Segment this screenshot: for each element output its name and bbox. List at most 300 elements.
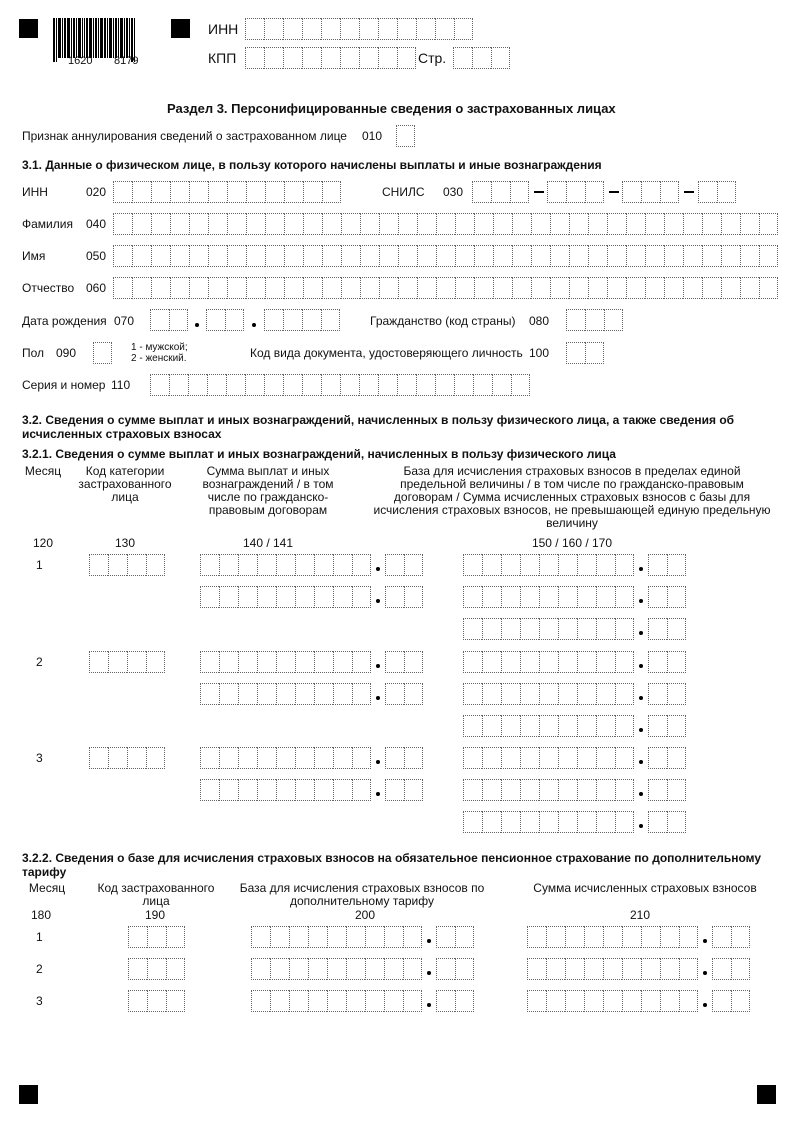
input-cell[interactable] (463, 586, 482, 608)
input-cell[interactable] (648, 683, 667, 705)
input-cell[interactable] (648, 618, 667, 640)
input-cell[interactable] (166, 990, 185, 1012)
input-cell[interactable] (219, 747, 238, 769)
input-cell[interactable] (189, 277, 208, 299)
input-cell[interactable] (352, 683, 371, 705)
input-cell[interactable] (257, 586, 276, 608)
birthdate-month-input[interactable] (206, 309, 244, 331)
input-cell[interactable] (679, 958, 698, 980)
input-cell[interactable] (147, 990, 166, 1012)
input-cell[interactable] (295, 554, 314, 576)
input-cell[interactable] (454, 374, 473, 396)
header-page-input[interactable] (453, 47, 510, 69)
input-cell[interactable] (238, 586, 257, 608)
s321-base-gpd-integer[interactable] (463, 586, 634, 608)
input-cell[interactable] (359, 18, 378, 40)
input-cell[interactable] (585, 181, 604, 203)
annul-input[interactable] (396, 125, 415, 147)
s321-base-gpd-fraction[interactable] (648, 779, 686, 801)
input-cell[interactable] (577, 811, 596, 833)
s321-sum-gpd-integer[interactable] (200, 586, 371, 608)
input-cell[interactable] (359, 47, 378, 69)
s322-sum-fraction[interactable] (712, 958, 750, 980)
input-cell[interactable] (257, 554, 276, 576)
input-cell[interactable] (147, 926, 166, 948)
input-cell[interactable] (264, 309, 283, 331)
input-cell[interactable] (463, 683, 482, 705)
input-cell[interactable] (226, 374, 245, 396)
input-cell[interactable] (270, 926, 289, 948)
input-cell[interactable] (436, 990, 455, 1012)
input-cell[interactable] (302, 309, 321, 331)
input-cell[interactable] (384, 990, 403, 1012)
input-cell[interactable] (566, 342, 585, 364)
s322-sum-integer[interactable] (527, 990, 698, 1012)
input-cell[interactable] (238, 683, 257, 705)
input-cell[interactable] (151, 245, 170, 267)
input-cell[interactable] (539, 779, 558, 801)
input-cell[interactable] (245, 18, 264, 40)
input-cell[interactable] (482, 747, 501, 769)
input-cell[interactable] (289, 958, 308, 980)
input-cell[interactable] (352, 586, 371, 608)
input-cell[interactable] (403, 926, 422, 948)
input-cell[interactable] (365, 958, 384, 980)
input-cell[interactable] (721, 277, 740, 299)
input-cell[interactable] (270, 990, 289, 1012)
input-cell[interactable] (170, 213, 189, 235)
s321-sum-total-integer[interactable] (200, 747, 371, 769)
input-cell[interactable] (731, 958, 750, 980)
input-cell[interactable] (648, 811, 667, 833)
input-cell[interactable] (667, 618, 686, 640)
input-cell[interactable] (385, 651, 404, 673)
input-cell[interactable] (397, 47, 416, 69)
input-cell[interactable] (146, 747, 165, 769)
s321-contrib-fraction[interactable] (648, 618, 686, 640)
input-cell[interactable] (584, 958, 603, 980)
input-cell[interactable] (340, 374, 359, 396)
input-cell[interactable] (188, 374, 207, 396)
s322-base-integer[interactable] (251, 958, 422, 980)
input-cell[interactable] (404, 683, 423, 705)
input-cell[interactable] (474, 245, 493, 267)
input-cell[interactable] (683, 277, 702, 299)
input-cell[interactable] (341, 245, 360, 267)
input-cell[interactable] (398, 277, 417, 299)
input-cell[interactable] (346, 990, 365, 1012)
input-cell[interactable] (463, 618, 482, 640)
input-cell[interactable] (667, 779, 686, 801)
input-cell[interactable] (539, 651, 558, 673)
input-cell[interactable] (588, 277, 607, 299)
input-cell[interactable] (577, 618, 596, 640)
input-cell[interactable] (404, 747, 423, 769)
input-cell[interactable] (333, 554, 352, 576)
input-cell[interactable] (558, 811, 577, 833)
input-cell[interactable] (352, 554, 371, 576)
input-cell[interactable] (227, 213, 246, 235)
input-cell[interactable] (740, 245, 759, 267)
s322-base-fraction[interactable] (436, 926, 474, 948)
snils-input-part3[interactable] (622, 181, 679, 203)
input-cell[interactable] (219, 554, 238, 576)
input-cell[interactable] (385, 586, 404, 608)
input-cell[interactable] (113, 213, 132, 235)
input-cell[interactable] (482, 586, 501, 608)
input-cell[interactable] (645, 277, 664, 299)
input-cell[interactable] (569, 213, 588, 235)
input-cell[interactable] (546, 926, 565, 948)
input-cell[interactable] (660, 926, 679, 948)
input-cell[interactable] (265, 277, 284, 299)
input-cell[interactable] (146, 554, 165, 576)
s321-base-limit-fraction[interactable] (648, 747, 686, 769)
input-cell[interactable] (501, 811, 520, 833)
input-cell[interactable] (622, 958, 641, 980)
input-cell[interactable] (246, 213, 265, 235)
input-cell[interactable] (384, 926, 403, 948)
input-cell[interactable] (378, 47, 397, 69)
input-cell[interactable] (539, 715, 558, 737)
input-cell[interactable] (257, 651, 276, 673)
input-cell[interactable] (596, 747, 615, 769)
input-cell[interactable] (667, 651, 686, 673)
input-cell[interactable] (667, 554, 686, 576)
input-cell[interactable] (397, 18, 416, 40)
input-cell[interactable] (283, 374, 302, 396)
input-cell[interactable] (238, 779, 257, 801)
input-cell[interactable] (584, 926, 603, 948)
input-cell[interactable] (436, 277, 455, 299)
input-cell[interactable] (626, 213, 645, 235)
input-cell[interactable] (346, 958, 365, 980)
input-cell[interactable] (482, 651, 501, 673)
input-cell[interactable] (531, 245, 550, 267)
snils-input-part1[interactable] (472, 181, 529, 203)
input-cell[interactable] (607, 213, 626, 235)
input-cell[interactable] (270, 958, 289, 980)
input-cell[interactable] (384, 958, 403, 980)
input-cell[interactable] (169, 309, 188, 331)
input-cell[interactable] (378, 18, 397, 40)
input-cell[interactable] (501, 779, 520, 801)
input-cell[interactable] (588, 245, 607, 267)
input-cell[interactable] (327, 958, 346, 980)
input-cell[interactable] (482, 683, 501, 705)
input-cell[interactable] (585, 342, 604, 364)
input-cell[interactable] (379, 277, 398, 299)
input-cell[interactable] (520, 554, 539, 576)
input-cell[interactable] (245, 47, 264, 69)
input-cell[interactable] (702, 245, 721, 267)
input-cell[interactable] (219, 779, 238, 801)
input-cell[interactable] (127, 554, 146, 576)
s321-contrib-integer[interactable] (463, 715, 634, 737)
input-cell[interactable] (455, 958, 474, 980)
s321-category-input[interactable] (89, 651, 165, 673)
input-cell[interactable] (615, 715, 634, 737)
input-cell[interactable] (622, 926, 641, 948)
input-cell[interactable] (289, 926, 308, 948)
input-cell[interactable] (352, 651, 371, 673)
input-cell[interactable] (539, 554, 558, 576)
input-cell[interactable] (482, 715, 501, 737)
input-cell[interactable] (132, 213, 151, 235)
s321-base-limit-integer[interactable] (463, 554, 634, 576)
input-cell[interactable] (169, 374, 188, 396)
input-cell[interactable] (463, 811, 482, 833)
input-cell[interactable] (303, 245, 322, 267)
s322-base-fraction[interactable] (436, 990, 474, 1012)
input-cell[interactable] (539, 811, 558, 833)
input-cell[interactable] (558, 618, 577, 640)
input-cell[interactable] (308, 958, 327, 980)
input-cell[interactable] (717, 181, 736, 203)
input-cell[interactable] (284, 181, 303, 203)
input-cell[interactable] (664, 245, 683, 267)
input-cell[interactable] (648, 554, 667, 576)
input-cell[interactable] (295, 683, 314, 705)
input-cell[interactable] (558, 715, 577, 737)
input-cell[interactable] (340, 47, 359, 69)
input-cell[interactable] (566, 309, 585, 331)
input-cell[interactable] (463, 779, 482, 801)
s322-sum-integer[interactable] (527, 926, 698, 948)
input-cell[interactable] (284, 277, 303, 299)
input-cell[interactable] (303, 181, 322, 203)
s321-sum-gpd-integer[interactable] (200, 779, 371, 801)
input-cell[interactable] (283, 309, 302, 331)
input-cell[interactable] (416, 18, 435, 40)
input-cell[interactable] (150, 374, 169, 396)
s321-sum-total-fraction[interactable] (385, 747, 423, 769)
input-cell[interactable] (473, 374, 492, 396)
input-cell[interactable] (207, 374, 226, 396)
input-cell[interactable] (679, 990, 698, 1012)
input-cell[interactable] (398, 245, 417, 267)
input-cell[interactable] (378, 374, 397, 396)
input-cell[interactable] (151, 277, 170, 299)
s321-base-limit-integer[interactable] (463, 651, 634, 673)
input-cell[interactable] (585, 309, 604, 331)
input-cell[interactable] (276, 747, 295, 769)
input-cell[interactable] (577, 554, 596, 576)
input-cell[interactable] (208, 277, 227, 299)
input-cell[interactable] (607, 277, 626, 299)
input-cell[interactable] (596, 715, 615, 737)
input-cell[interactable] (596, 811, 615, 833)
input-cell[interactable] (493, 245, 512, 267)
input-cell[interactable] (200, 586, 219, 608)
input-cell[interactable] (512, 277, 531, 299)
s322-base-fraction[interactable] (436, 958, 474, 980)
input-cell[interactable] (208, 213, 227, 235)
input-cell[interactable] (436, 926, 455, 948)
input-cell[interactable] (520, 683, 539, 705)
input-cell[interactable] (404, 554, 423, 576)
input-cell[interactable] (314, 747, 333, 769)
input-cell[interactable] (615, 747, 634, 769)
input-cell[interactable] (346, 926, 365, 948)
input-cell[interactable] (520, 779, 539, 801)
input-cell[interactable] (539, 747, 558, 769)
citizenship-input[interactable] (566, 309, 623, 331)
input-cell[interactable] (501, 747, 520, 769)
input-cell[interactable] (225, 309, 244, 331)
s321-base-limit-fraction[interactable] (648, 651, 686, 673)
birthdate-year-input[interactable] (264, 309, 340, 331)
input-cell[interactable] (322, 277, 341, 299)
input-cell[interactable] (596, 683, 615, 705)
input-cell[interactable] (596, 554, 615, 576)
input-cell[interactable] (128, 990, 147, 1012)
input-cell[interactable] (539, 586, 558, 608)
input-cell[interactable] (491, 181, 510, 203)
input-cell[interactable] (565, 990, 584, 1012)
input-cell[interactable] (379, 213, 398, 235)
input-cell[interactable] (385, 747, 404, 769)
input-cell[interactable] (170, 181, 189, 203)
input-cell[interactable] (238, 747, 257, 769)
input-cell[interactable] (531, 277, 550, 299)
input-cell[interactable] (276, 554, 295, 576)
input-cell[interactable] (396, 125, 415, 147)
input-cell[interactable] (759, 245, 778, 267)
input-cell[interactable] (436, 213, 455, 235)
input-cell[interactable] (132, 277, 151, 299)
input-cell[interactable] (667, 747, 686, 769)
input-cell[interactable] (558, 747, 577, 769)
s322-code-input[interactable] (128, 926, 185, 948)
input-cell[interactable] (596, 651, 615, 673)
input-cell[interactable] (227, 277, 246, 299)
s321-contrib-fraction[interactable] (648, 715, 686, 737)
input-cell[interactable] (683, 213, 702, 235)
input-cell[interactable] (566, 181, 585, 203)
input-cell[interactable] (453, 47, 472, 69)
input-cell[interactable] (648, 651, 667, 673)
input-cell[interactable] (276, 683, 295, 705)
input-cell[interactable] (520, 586, 539, 608)
input-cell[interactable] (435, 374, 454, 396)
input-cell[interactable] (132, 181, 151, 203)
input-cell[interactable] (89, 747, 108, 769)
input-cell[interactable] (482, 779, 501, 801)
input-cell[interactable] (615, 554, 634, 576)
s321-base-gpd-fraction[interactable] (648, 586, 686, 608)
input-cell[interactable] (322, 181, 341, 203)
input-cell[interactable] (455, 277, 474, 299)
input-cell[interactable] (385, 554, 404, 576)
input-cell[interactable] (679, 926, 698, 948)
input-cell[interactable] (474, 213, 493, 235)
input-cell[interactable] (482, 811, 501, 833)
input-cell[interactable] (603, 958, 622, 980)
input-cell[interactable] (200, 747, 219, 769)
input-cell[interactable] (302, 374, 321, 396)
sex-input[interactable] (93, 342, 112, 364)
input-cell[interactable] (302, 18, 321, 40)
input-cell[interactable] (227, 245, 246, 267)
input-cell[interactable] (702, 213, 721, 235)
input-cell[interactable] (501, 651, 520, 673)
s322-base-integer[interactable] (251, 990, 422, 1012)
input-cell[interactable] (604, 309, 623, 331)
input-cell[interactable] (472, 47, 491, 69)
input-cell[interactable] (712, 990, 731, 1012)
input-cell[interactable] (170, 245, 189, 267)
input-cell[interactable] (108, 651, 127, 673)
input-cell[interactable] (641, 181, 660, 203)
input-cell[interactable] (333, 651, 352, 673)
input-cell[interactable] (527, 926, 546, 948)
s321-base-gpd-integer[interactable] (463, 779, 634, 801)
input-cell[interactable] (622, 181, 641, 203)
input-cell[interactable] (417, 245, 436, 267)
input-cell[interactable] (327, 990, 346, 1012)
doc-number-input[interactable] (150, 374, 530, 396)
input-cell[interactable] (511, 374, 530, 396)
input-cell[interactable] (321, 374, 340, 396)
input-cell[interactable] (463, 651, 482, 673)
input-cell[interactable] (150, 309, 169, 331)
header-inn-input[interactable] (245, 18, 473, 40)
input-cell[interactable] (283, 18, 302, 40)
input-cell[interactable] (127, 651, 146, 673)
input-cell[interactable] (200, 651, 219, 673)
input-cell[interactable] (385, 683, 404, 705)
input-cell[interactable] (333, 683, 352, 705)
input-cell[interactable] (257, 747, 276, 769)
input-cell[interactable] (648, 747, 667, 769)
input-cell[interactable] (454, 18, 473, 40)
input-cell[interactable] (200, 554, 219, 576)
input-cell[interactable] (246, 245, 265, 267)
s321-sum-gpd-integer[interactable] (200, 683, 371, 705)
input-cell[interactable] (436, 245, 455, 267)
snils-input-part2[interactable] (547, 181, 604, 203)
input-cell[interactable] (550, 277, 569, 299)
input-cell[interactable] (740, 213, 759, 235)
birthdate-day-input[interactable] (150, 309, 188, 331)
s322-code-input[interactable] (128, 990, 185, 1012)
input-cell[interactable] (539, 618, 558, 640)
input-cell[interactable] (416, 374, 435, 396)
input-cell[interactable] (308, 990, 327, 1012)
input-cell[interactable] (660, 990, 679, 1012)
input-cell[interactable] (417, 213, 436, 235)
input-cell[interactable] (264, 18, 283, 40)
input-cell[interactable] (607, 245, 626, 267)
input-cell[interactable] (398, 213, 417, 235)
input-cell[interactable] (491, 47, 510, 69)
input-cell[interactable] (404, 586, 423, 608)
input-cell[interactable] (615, 586, 634, 608)
input-cell[interactable] (698, 181, 717, 203)
input-cell[interactable] (303, 277, 322, 299)
input-cell[interactable] (327, 926, 346, 948)
input-cell[interactable] (493, 213, 512, 235)
input-cell[interactable] (547, 181, 566, 203)
input-cell[interactable] (276, 586, 295, 608)
input-cell[interactable] (295, 651, 314, 673)
input-cell[interactable] (314, 586, 333, 608)
input-cell[interactable] (588, 213, 607, 235)
input-cell[interactable] (527, 990, 546, 1012)
input-cell[interactable] (113, 245, 132, 267)
input-cell[interactable] (615, 811, 634, 833)
